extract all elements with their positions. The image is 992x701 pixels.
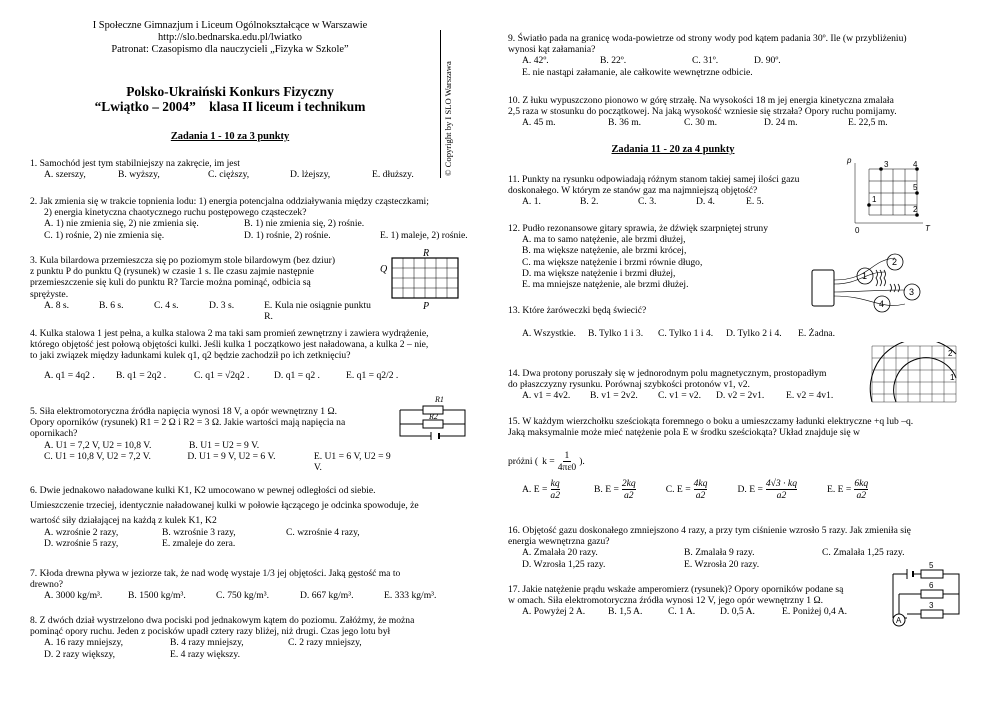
section-heading-1: Zadania 1 - 10 za 3 punkty (170, 131, 290, 142)
q10-option-c: C. 30 m. (684, 117, 718, 129)
question-11 (508, 174, 838, 208)
axis-p-label: p (847, 156, 852, 165)
question-2 (30, 196, 480, 241)
q16-line2: energia wewnętrzna gazu? (508, 536, 610, 548)
q5-line1: 5. Siła elektromotoryczna źródła napięcia wynosi 18 V, a opór wewnętrzny 1 Ω. (30, 406, 338, 417)
q3-options (30, 300, 380, 322)
q4-option-e: E. q1 = q2/2 . (346, 369, 399, 381)
billiard-table-figure (380, 246, 470, 312)
q5-row2 (30, 451, 400, 473)
q11-options (508, 196, 838, 207)
q15-e-num: 6kq (854, 478, 869, 489)
q16-line1: 16. Objętość gazu doskonałego zmniejszono 4 razy, a przy tym ciśnienie wzrosło 5 razy. Jak zmieniła się (508, 525, 911, 536)
question-6 (30, 485, 480, 549)
q17-option-c: C. 1 A. (668, 606, 696, 618)
q12-option-a: A. ma to samo natężenie, ale brzmi dłużej, (522, 234, 686, 246)
q6-line2: Umieszczenie trzeciej, identycznie naładowanej kulki w połowie łączącego je odcinka spowoduje, że (30, 500, 419, 512)
point-1-label: 1 (872, 195, 877, 204)
q15-k-denominator: 4πε0 (557, 462, 577, 474)
q15-a-num: kq (550, 478, 560, 489)
q10-option-b: B. 36 m. (608, 117, 642, 129)
q14-line1: 14. Dwa protony poruszały się w jednorodnym polu magnetycznym, prostopadłym (508, 368, 827, 379)
q13-option-d: D. Tylko 2 i 4. (726, 328, 782, 339)
q7-option-e: E. 333 kg/m³. (384, 590, 437, 602)
point-3-label: 3 (884, 160, 889, 169)
q6-line1: 6. Dwie jednakowo naładowane kulki K1, K2 umocowano w pewnej odległości od siebie. (30, 485, 376, 496)
q11-option-b: B. 2. (580, 196, 599, 208)
q14-option-a: A. v1 = 4v2. (522, 390, 571, 402)
q4-option-b: B. q1 = 2q2 . (116, 369, 167, 381)
bulb-2-label: 2 (892, 257, 898, 267)
q13-option-a: A. Wszystkie. (522, 328, 576, 339)
q9-options (508, 55, 968, 66)
point-4-label: 4 (913, 160, 918, 169)
school-header (30, 20, 430, 56)
q16-option-d: D. Wzrosła 1,25 razy. (522, 558, 606, 570)
point-2-label: 2 (913, 205, 918, 214)
q3-option-c: C. 4 s. (154, 299, 179, 311)
track-2-label: 2 (948, 349, 953, 358)
q7-option-a: A. 3000 kg/m³. (44, 590, 103, 602)
q8-option-d: D. 2 razy większy, (44, 648, 116, 660)
q15-line1: 15. W każdym wierzchołku sześciokąta foremnego o boku a umieszczamy ładunki elektryczne +q lub –q. (508, 416, 914, 427)
q15-option-b: B. E = (594, 484, 619, 496)
q8-option-e: E. 4 razy większy. (170, 648, 240, 660)
q5-option-d: D. U1 = 9 V, U2 = 6 V. (187, 450, 276, 462)
q1-option-b: B. wyższy, (118, 169, 160, 181)
q8-option-b: B. 4 razy mniejszy, (170, 637, 244, 649)
q6-option-c: C. wzrośnie 4 razy, (286, 526, 360, 538)
contest-title (30, 84, 430, 114)
q15-line2: Jaką maksymalnie może mieć natężenie pola E w środku sześciokąta? Układ znajduje się w (508, 427, 860, 439)
q2-option-a: A. 1) nie zmienia się, 2) nie zmienia się. (44, 218, 199, 230)
q11-line1: 11. Punkty na rysunku odpowiadają różnym stanom takiej samej ilości gazu (508, 174, 800, 185)
q6-row2 (30, 538, 480, 549)
q4-option-d: D. q1 = q2 . (274, 369, 320, 381)
axis-t-label: T (925, 224, 930, 233)
q12-option-e: E. ma mniejsze natężenie, ale brzmi dłużej. (522, 279, 689, 291)
q11-line2: doskonałego. W którym ze stanów gaz ma najmniejszą objętość? (508, 185, 758, 197)
q15-k-numerator: 1 (564, 450, 570, 461)
track-1-label: 1 (950, 373, 955, 382)
q1-option-a: A. szerszy, (44, 169, 86, 181)
q6-line3: wartość siły działającej na każdą z kulek K1, K2 (30, 515, 217, 527)
question-8 (30, 615, 480, 660)
q5-row1 (30, 440, 400, 451)
proton-tracks-figure (868, 342, 964, 406)
q15-d-num: 4√3 · kq (765, 478, 797, 489)
q4-line3: to jaki związek między ładunkami kulek q1, q2 będzie zachodził po ich zetknięciu? (30, 350, 351, 362)
q8-line2: pominąć opory ruchu. Jeden z pocisków upadł cztery razy bliżej, niż drugi. Czas jego lotu był (30, 626, 391, 638)
q5-option-e: E. U1 = 6 V, U2 = 9 V. (313, 450, 391, 474)
q9-option-b: B. 22º. (600, 55, 627, 67)
pt-diagram-figure (845, 155, 965, 235)
header-line1: I Społeczne Gimnazjum i Liceum Ogólnokształcące w Warszawie (92, 20, 368, 31)
title-line2: “Lwiątko – 2004” klasa II liceum i technikum (94, 99, 366, 114)
q8-row1 (30, 637, 480, 648)
q6-option-e: E. zmaleje do zera. (162, 537, 236, 549)
q10-line1: 10. Z łuku wypuszczono pionowo w górę strzałę. Na wysokości 18 m jej energia kinetyczna zmalała (508, 95, 894, 106)
label-r: R (423, 248, 430, 259)
q4-option-c: C. q1 = √2q2 . (194, 369, 250, 381)
question-12 (508, 223, 838, 290)
q11-option-d: D. 4. (696, 196, 715, 208)
question-4 (30, 328, 480, 381)
q17-line2: w omach. Siła elektromotoryczna źródła wynosi 12 V, jego opór wewnętrzny 1 Ω. (508, 595, 824, 607)
question-5 (30, 406, 400, 473)
q6-row1 (30, 527, 480, 538)
q17-option-d: D. 0,5 A. (720, 606, 755, 618)
q8-row2 (30, 649, 480, 660)
q14-option-b: B. v1 = 2v2. (590, 390, 638, 402)
q7-options (30, 590, 480, 601)
q3-option-d: D. 3 s. (209, 299, 235, 311)
q11-option-a: A. 1. (522, 196, 541, 208)
q8-line1: 8. Z dwóch dział wystrzelono dwa pociski pod jednakowym kątem do poziomu. Załóżmy, że można (30, 615, 415, 626)
q10-option-e: E. 22,5 m. (848, 117, 888, 129)
q17-option-e: E. Poniżej 0,4 A. (782, 606, 848, 618)
q7-option-c: C. 750 kg/m³. (216, 590, 269, 602)
q15-b-den: a2 (624, 490, 634, 502)
q12-line1: 12. Pudło rezonansowe gitary sprawia, że dźwięk szarpniętej struny (508, 223, 769, 234)
q12-option-d: D. ma większe natężenie i brzmi dłużej, (522, 267, 676, 279)
q4-line2: którego objętość jest połową objętości kulki. Jeśli kulka 1 początkowo jest naładowana, a kulka 2 – nie, (30, 339, 429, 351)
q15-option-d: D. E = (737, 484, 763, 496)
q17-options (508, 606, 888, 617)
q1-option-c: C. cięższy, (208, 169, 250, 181)
q15-option-e: E. E = (827, 484, 852, 496)
q1-option-e: E. dłuższy. (372, 169, 414, 181)
resistor-3-label: 3 (929, 601, 934, 610)
q7-line1: 7. Kłoda drewna pływa w jeziorze tak, że nad wodę wystaje 1/3 jej objętości. Jaką gęstość ma to (30, 568, 401, 579)
q2-text: 2. Jak zmienia się w trakcie topnienia lodu: 1) energia potencjalna oddziaływania między cząsteczkami; (30, 196, 429, 207)
q16-row1 (508, 547, 968, 558)
q14-option-e: E. v2 = 4v1. (786, 390, 834, 402)
q16-option-c: C. Zmalała 1,25 razy. (822, 547, 905, 559)
q4-line1: 4. Kulka stalowa 1 jest pełna, a kulka stalowa 2 ma taki sam promień zewnętrzny i zawiera wydrążenie, (30, 328, 429, 339)
q10-options (508, 117, 968, 128)
question-3 (30, 255, 380, 322)
header-line3: Patronat: Czasopismo dla nauczycieli „Fizyka w Szkole” (111, 44, 349, 55)
q13-option-c: C. Tylko 1 i 4. (658, 328, 714, 339)
q16-option-e: E. Wzrosła 20 razy. (684, 558, 760, 570)
label-r1: R1 (435, 395, 444, 404)
q3-line4: sprężyste. (30, 288, 69, 300)
q15-option-c: C. E = (665, 484, 691, 496)
q5-option-c: C. U1 = 10,8 V, U2 = 7,2 V. (44, 450, 151, 462)
q3-line2: z punktu P do punktu Q (rysunek) w czasie 1 s. Ile czasu zajmie następnie (30, 266, 314, 278)
q9-line2: wynosi kąt załamania? (508, 44, 596, 56)
q14-option-d: D. v2 = 2v1. (716, 390, 765, 402)
q15-k-label: k = (542, 456, 555, 468)
q16-option-a: A. Zmalała 20 razy. (522, 547, 598, 559)
q2-option-d: D. 1) rośnie, 2) rośnie. (244, 229, 331, 241)
label-p: P (423, 301, 430, 312)
label-r2: R2 (429, 412, 438, 421)
circuit-figure-q5 (395, 392, 475, 442)
q6-option-d: D. wzrośnie 5 razy, (44, 537, 119, 549)
q8-option-a: A. 16 razy mniejszy, (44, 637, 124, 649)
q16-option-b: B. Zmalała 9 razy. (684, 547, 755, 559)
q10-line2: 2,5 raza w stosunku do początkowej. Na jaką wysokość wzniesie się strzała? Opory ruchu pomijamy. (508, 106, 897, 118)
q15-b-num: 2kq (621, 478, 636, 489)
bulb-3-label: 3 (909, 287, 915, 297)
q2-option-b: B. 1) nie zmienia się, 2) rośnie. (244, 218, 365, 230)
ammeter-label: A (896, 616, 902, 625)
header-line2: http://slo.bednarska.edu.pl/lwiatko (157, 32, 302, 43)
q3-line3: przemieszczenie się kuli do punktu R? Tarcie można pominąć, odbicia są (30, 277, 311, 289)
bulb-1-label: 1 (862, 271, 868, 281)
q5-line3: opornikach? (30, 428, 78, 440)
q17-option-b: B. 1,5 A. (608, 606, 643, 618)
q17-option-a: A. Powyżej 2 A. (522, 606, 586, 618)
q10-option-a: A. 45 m. (522, 117, 556, 129)
q2-option-e: E. 1) maleje, 2) rośnie. (380, 229, 468, 241)
q3-option-a: A. 8 s. (44, 299, 70, 311)
ammeter-circuit-figure (885, 560, 967, 628)
q6-option-b: B. wzrośnie 3 razy, (162, 526, 236, 538)
title-line1: Polsko-Ukraiński Konkurs Fizyczny (126, 84, 334, 99)
question-1 (30, 158, 430, 180)
copyright-strip (440, 30, 457, 178)
q15-line3: próżni ( (508, 456, 539, 468)
q15-option-a: A. E = (522, 484, 548, 496)
q15-c-den: a2 (695, 490, 706, 502)
q1-options (30, 169, 430, 180)
q3-option-e: E. Kula nie osiągnie punktu R. (264, 299, 371, 323)
origin-label: 0 (855, 226, 860, 235)
question-14 (508, 368, 888, 402)
q14-options (508, 390, 888, 401)
q13-option-e: E. Żadna. (798, 328, 836, 339)
q17-line1: 17. Jakie natężenie prądu wskaże amperomierz (rysunek)? Opory oporników podane są (508, 584, 844, 595)
q5-option-b: B. U1 = U2 = 9 V. (189, 439, 260, 451)
question-15 (508, 416, 968, 438)
q7-line2: drewno? (30, 579, 64, 591)
q2-row1 (30, 218, 480, 229)
q11-option-e: E. 5. (746, 196, 764, 208)
bulb-4-label: 4 (879, 299, 885, 309)
q11-option-c: C. 3. (638, 196, 657, 208)
point-5-label: 5 (913, 183, 918, 192)
q15-options (522, 478, 962, 501)
resistor-6-label: 6 (929, 581, 934, 590)
q3-line1: 3. Kula bilardowa przemieszcza się po poziomym stole bilardowym (bez dziur) (30, 255, 336, 266)
q15-d-den: a2 (776, 490, 787, 502)
resistor-5-label: 5 (929, 561, 934, 570)
q14-line2: do płaszczyzny rysunku. Porównaj szybkości protonów v1, v2. (508, 379, 750, 391)
q9-option-c: C. 31º. (692, 55, 719, 67)
q8-option-c: C. 2 razy mniejszy, (288, 637, 362, 649)
q15-a-den: a2 (550, 490, 560, 502)
q2-text2: 2) energia kinetyczna chaotycznego ruchu postępowego cząsteczek? (44, 207, 307, 219)
q12-option-b: B. ma większe natężenie, ale brzmi krócej, (522, 245, 687, 257)
q13-option-b: B. Tylko 1 i 3. (588, 328, 644, 339)
q3-option-b: B. 6 s. (99, 299, 124, 311)
q1-option-d: D. lżejszy, (290, 169, 331, 181)
q15-k-fraction (558, 450, 576, 473)
q4-option-a: A. q1 = 4q2 . (44, 369, 95, 381)
q7-option-d: D. 667 kg/m³. (300, 590, 354, 602)
question-9 (508, 33, 968, 78)
copyright-text: © Copyright by I SLO Warszawa (443, 61, 453, 176)
label-q: Q (380, 264, 388, 275)
q15-line3-end: ). (579, 456, 585, 468)
q9-option-d: D. 90º. (754, 55, 781, 67)
q13-line1: 13. Które żaróweczki będą świecić? (508, 305, 647, 316)
q15-c-num: 4kq (693, 478, 708, 489)
section-heading-2: Zadania 11 - 20 za 4 punkty (611, 144, 735, 155)
q5-line2: Opory oporników (rysunek) R1 = 2 Ω i R2 = 3 Ω. Jakie wartości mają napięcia na (30, 417, 346, 429)
q2-option-c: C. 1) rośnie, 2) nie zmienia się. (44, 229, 165, 241)
q15-constant (508, 450, 708, 473)
q9-option-a: A. 42º. (522, 55, 549, 67)
q5-option-a: A. U1 = 7,2 V, U2 = 10,8 V. (44, 439, 152, 451)
q14-option-c: C. v1 = v2. (658, 390, 701, 402)
question-7 (30, 568, 480, 602)
q1-text: 1. Samochód jest tym stabilniejszy na zakręcie, im jest (30, 158, 240, 169)
q6-option-a: A. wzrośnie 2 razy, (44, 526, 119, 538)
q9-line1: 9. Światło pada na granicę woda-powietrze od strony wody pod kątem padania 30º. Ile (w przybliżeniu) (508, 33, 907, 44)
q15-e-den: a2 (856, 490, 867, 502)
question-17 (508, 584, 888, 618)
bulbs-circuit-figure (810, 240, 930, 322)
question-10 (508, 95, 968, 129)
q13-options (508, 328, 878, 339)
q4-options (30, 370, 480, 381)
q9-option-e: E. nie nastąpi załamanie, ale całkowite wewnętrzne odbicie. (522, 66, 753, 78)
q7-option-b: B. 1500 kg/m³. (128, 590, 186, 602)
q12-option-c: C. ma większe natężenie i brzmi równie długo, (522, 256, 703, 268)
q2-row2 (30, 230, 480, 241)
q10-option-d: D. 24 m. (764, 117, 798, 129)
question-13 (508, 305, 808, 316)
